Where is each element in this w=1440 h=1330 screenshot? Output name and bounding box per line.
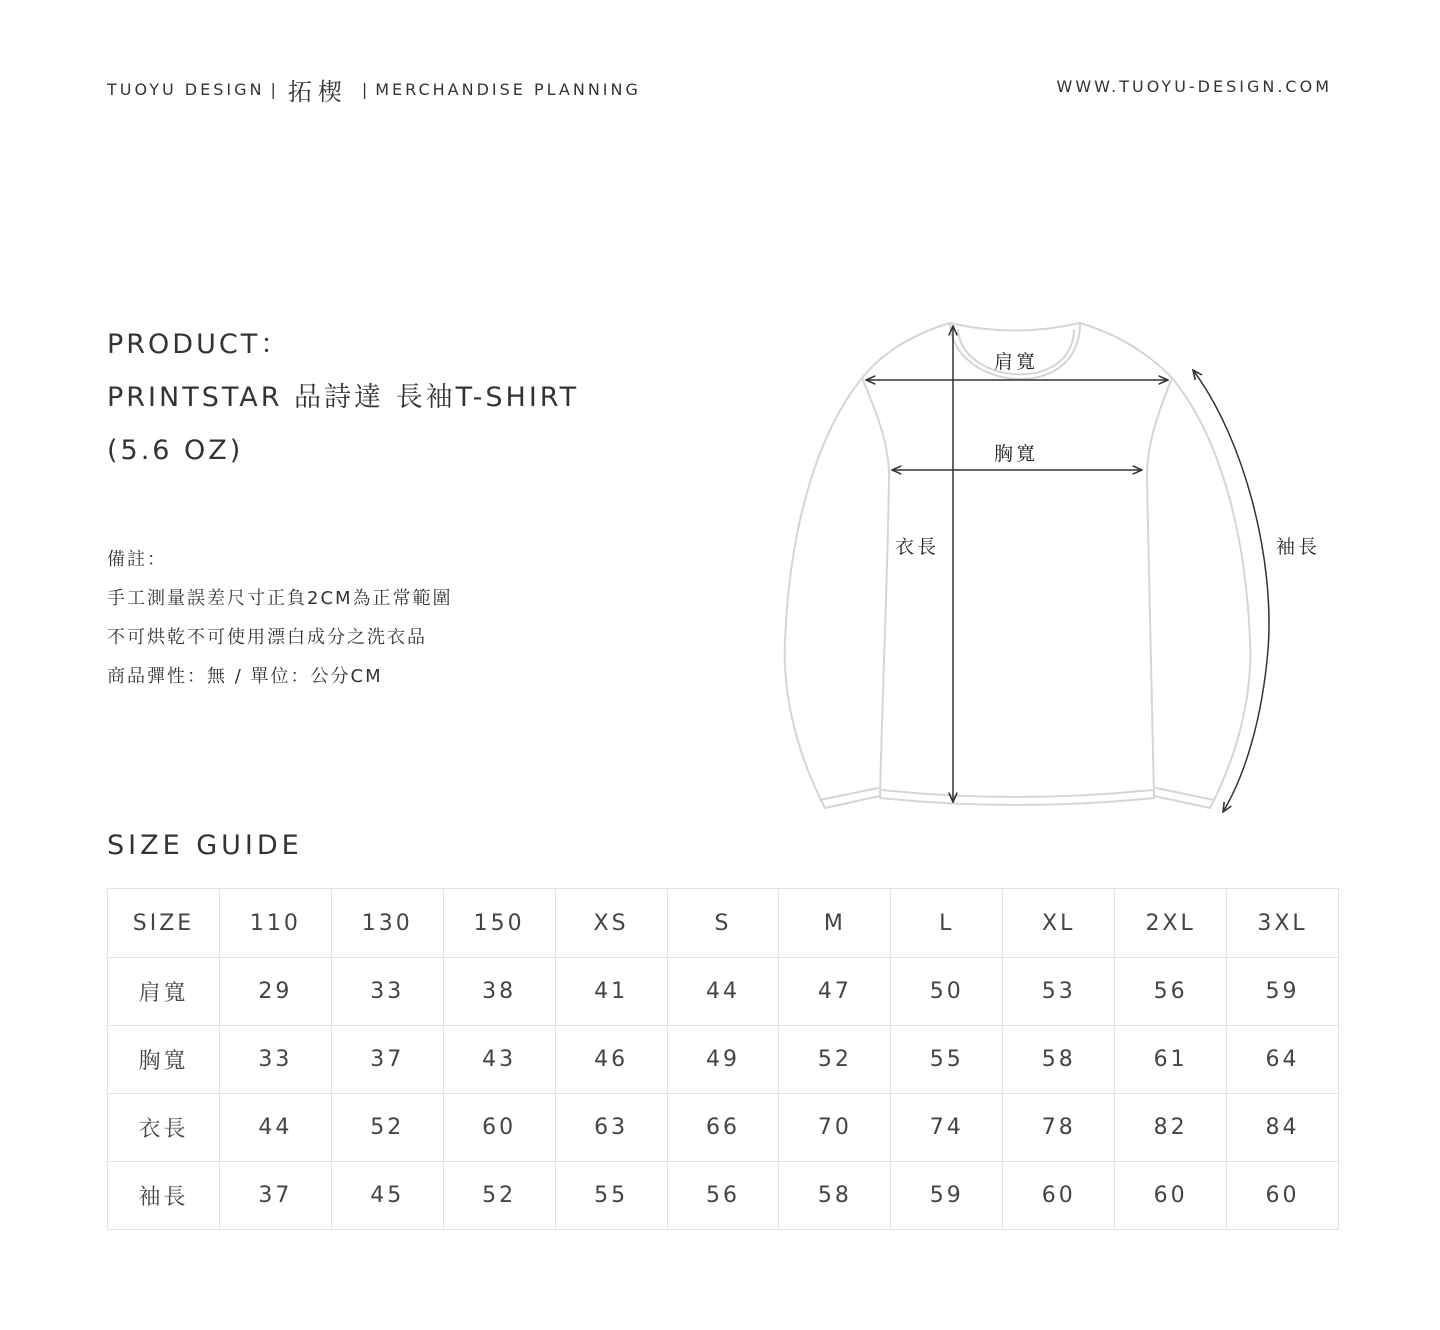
table-cell: 47	[779, 958, 891, 1026]
table-row	[108, 958, 1339, 1026]
table-header-cell: XS	[555, 889, 667, 958]
table-row	[108, 1094, 1339, 1162]
table-cell: 60	[1115, 1162, 1227, 1230]
table-cell: 38	[443, 958, 555, 1026]
table-header-cell: 110	[219, 889, 331, 958]
table-cell: 52	[331, 1094, 443, 1162]
notes	[107, 540, 453, 696]
table-cell: 44	[667, 958, 779, 1026]
table-cell: 58	[1003, 1026, 1115, 1094]
brand-tagline: MERCHANDISE PLANNING	[375, 79, 641, 99]
length-label: 衣長	[895, 536, 940, 558]
size-guide-title: SIZE GUIDE	[107, 830, 303, 861]
note-line: 手工測量誤差尺寸正負2CM為正常範圍	[107, 588, 453, 609]
table-cell: 41	[555, 958, 667, 1026]
row-label: 肩寬	[108, 958, 220, 1026]
table-cell: 37	[219, 1162, 331, 1230]
size-table	[107, 888, 1339, 1230]
row-label: 衣長	[108, 1094, 220, 1162]
sleeve-label: 袖長	[1276, 536, 1321, 558]
table-cell: 53	[1003, 958, 1115, 1026]
table-header-cell: M	[779, 889, 891, 958]
table-cell: 33	[219, 1026, 331, 1094]
product-name: PRINTSTAR 品詩達 長袖T-SHIRT	[107, 382, 580, 413]
product-weight: (5.6 OZ)	[107, 435, 244, 466]
table-cell: 74	[891, 1094, 1003, 1162]
table-cell: 66	[667, 1094, 779, 1162]
table-cell: 59	[1227, 958, 1339, 1026]
table-header-cell: 130	[331, 889, 443, 958]
table-header-cell: SIZE	[108, 889, 220, 958]
brand-header	[107, 76, 641, 106]
table-cell: 37	[331, 1026, 443, 1094]
table-cell: 50	[891, 958, 1003, 1026]
product-label: PRODUCT：	[107, 329, 291, 360]
table-header-cell: XL	[1003, 889, 1115, 958]
table-cell: 46	[555, 1026, 667, 1094]
table-cell: 60	[1003, 1162, 1115, 1230]
table-cell: 56	[667, 1162, 779, 1230]
table-cell: 84	[1227, 1094, 1339, 1162]
table-cell: 70	[779, 1094, 891, 1162]
table-cell: 60	[1227, 1162, 1339, 1230]
table-cell: 59	[891, 1162, 1003, 1230]
shoulder-label: 肩寬	[994, 351, 1039, 373]
table-cell: 64	[1227, 1026, 1339, 1094]
table-header-cell: S	[667, 889, 779, 958]
row-label: 胸寬	[108, 1026, 220, 1094]
table-header-cell: 2XL	[1115, 889, 1227, 958]
table-header-cell: L	[891, 889, 1003, 958]
table-cell: 52	[779, 1026, 891, 1094]
table-cell: 60	[443, 1094, 555, 1162]
table-cell: 43	[443, 1026, 555, 1094]
header-separator: |	[270, 79, 276, 99]
table-cell: 78	[1003, 1094, 1115, 1162]
table-cell: 82	[1115, 1094, 1227, 1162]
header-separator-2: |	[361, 79, 368, 99]
note-line: 不可烘乾不可使用漂白成分之洗衣品	[107, 627, 427, 648]
table-cell: 29	[219, 958, 331, 1026]
brand-name: TUOYU DESIGN	[107, 79, 265, 99]
table-cell: 61	[1115, 1026, 1227, 1094]
row-label: 袖長	[108, 1162, 220, 1230]
shirt-diagram	[770, 310, 1360, 830]
table-cell: 63	[555, 1094, 667, 1162]
table-row	[108, 1026, 1339, 1094]
table-cell: 58	[779, 1162, 891, 1230]
sleeve-arrow	[1193, 370, 1269, 812]
table-cell: 52	[443, 1162, 555, 1230]
table-cell: 55	[891, 1026, 1003, 1094]
table-header-row	[108, 889, 1339, 958]
table-row	[108, 1162, 1339, 1230]
notes-title: 備註：	[107, 549, 167, 570]
table-cell: 45	[331, 1162, 443, 1230]
website-url: WWW.TUOYU-DESIGN.COM	[1056, 77, 1332, 96]
note-line: 商品彈性：無 / 單位：公分CM	[107, 666, 383, 687]
chest-label: 胸寬	[994, 443, 1039, 465]
product-info	[107, 318, 579, 477]
table-cell: 55	[555, 1162, 667, 1230]
brand-logo: 拓楔	[287, 77, 348, 106]
table-cell: 56	[1115, 958, 1227, 1026]
table-cell: 44	[219, 1094, 331, 1162]
table-cell: 49	[667, 1026, 779, 1094]
table-header-cell: 3XL	[1227, 889, 1339, 958]
long-sleeve-tshirt-illustration	[770, 310, 1360, 830]
table-cell: 33	[331, 958, 443, 1026]
table-header-cell: 150	[443, 889, 555, 958]
